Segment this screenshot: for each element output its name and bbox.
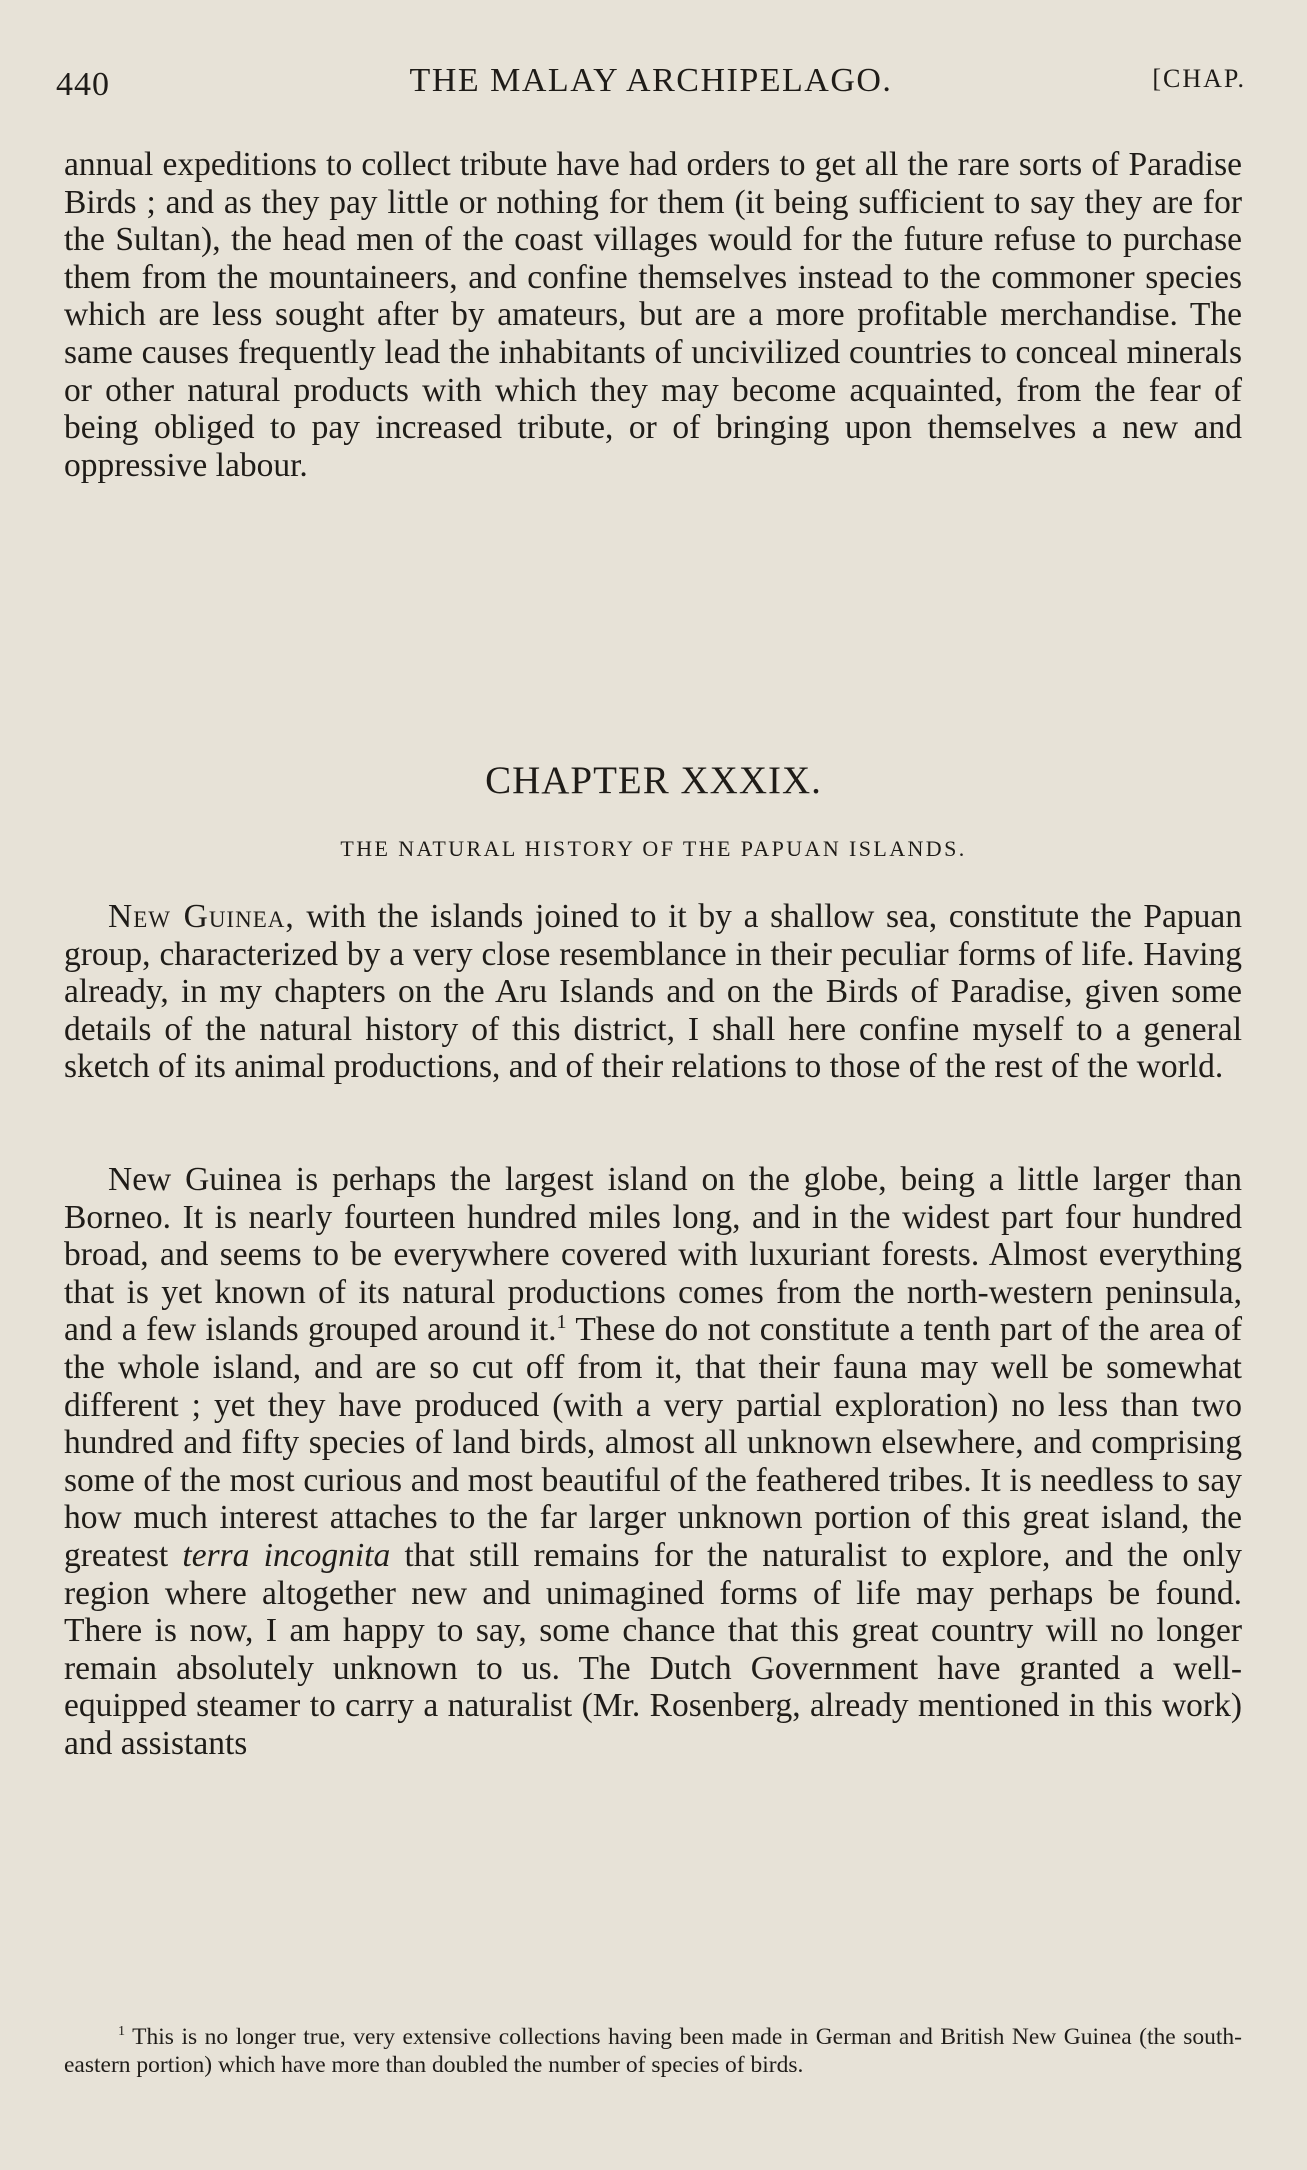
paragraph-intro <box>64 898 1242 1086</box>
paragraph-text-part3: that still remains for the naturalist to explore, and the only region where altogether new and unimagined forms of life may perhaps be found. There is now, I am happy to say, some chance that this great country will no longer remain absolutely unknown to us. The Dutch Government have granted a well-equipped steamer to carry a naturalist (Mr. Rosenberg, already mentioned in this work) and assistants <box>64 1536 1242 1762</box>
paragraph-text-part1: New Guinea is perhaps the largest island on the globe, being a little larger than Borneo. It is nearly fourteen hundred miles long, and in the widest part four hundred broad, and seems to be everywhere covered with luxuriant forests. Almost everything that is yet known of its natural productions comes from the north-western peninsula, and a few islands grouped around it. <box>64 1161 1242 1349</box>
paragraph-continuation: annual expeditions to collect tribute have had orders to get all the rare sorts of Paradise Birds ; and as they pay little or nothing for them (it being sufficient to say they are for the Sultan), the head men of the coast villages would for the future refuse to purchase them from the mountaineers, and confine themselves instead to the commoner species which are less sought after by amateurs, but are a more profitable merchandise. The same causes frequently lead the inhabitants of uncivilized countries to conceal minerals or other natural products with which they may become acquainted, from the fear of being obliged to pay increased tribute, or of bringing upon themselves a new and oppressive labour. <box>64 146 1242 484</box>
italic-phrase: terra incognita <box>182 1536 391 1574</box>
running-header <box>56 60 1246 110</box>
page-number: 440 <box>56 66 110 103</box>
paragraph-text-part2: These do not constitute a tenth part of the area of the whole island, and are so cut off from it, that their fauna may well be somewhat different ; yet they have produced (with a very partial exploration) no less than two hundred and fifty species of land birds, almost all unknown elsewhere, and comprising some of the most curious and most beautiful of the feathered tribes. It is needless to say how much interest attaches to the far larger unknown portion of this great island, the greatest <box>64 1311 1242 1574</box>
lead-words: New Guinea, <box>108 898 295 935</box>
paragraph-intro-text: with the islands joined to it by a shallow sea, constitute the Papuan group, characterized by a very close resemblance in their peculiar forms of life. Having already, in my chapters on the Aru Islands and on the Birds of Paradise, given some details of the natural history of this district, I shall here confine myself to a general sketch of its animal productions, and of their relations to those of the rest of the world. <box>64 898 1242 1086</box>
footnote-marker: 1 <box>118 2023 126 2040</box>
footnote-text: This is no longer true, very extensive collections having been made in German and British New Guinea (the south-eastern portion) which have more than doubled the number of species of birds. <box>64 2024 1242 2078</box>
footnote-reference: 1 <box>556 1311 567 1334</box>
running-title: THE MALAY ARCHIPELAGO. <box>409 62 893 99</box>
footnote <box>64 2024 1242 2079</box>
chapter-mark: [CHAP. <box>1152 64 1246 93</box>
chapter-title: CHAPTER XXXIX. <box>485 759 822 802</box>
paragraph-new-guinea <box>64 1161 1242 1763</box>
chapter-subtitle: THE NATURAL HISTORY OF THE PAPUAN ISLANDS. <box>340 836 967 861</box>
